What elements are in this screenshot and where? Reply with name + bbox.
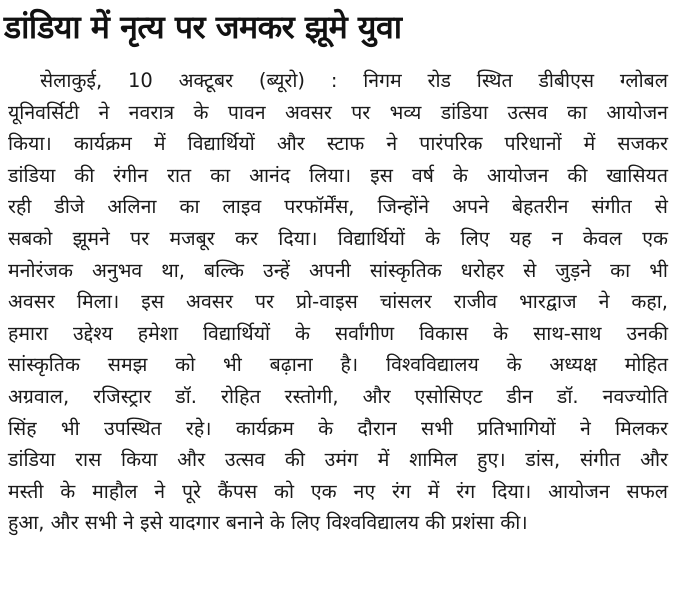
article-line: डांडिया रास किया और उत्सव की उमंग में शामिल हुए। डांस, संगीत और — [8, 448, 668, 472]
article-line: हमारा उद्देश्य हमेशा विद्यार्थियों के सर्वांगीण विकास के साथ-साथ उनकी — [8, 321, 668, 345]
article-line: सिंह भी उपस्थित रहे। कार्यक्रम के दौरान सभी प्रतिभागियों ने मिलकर — [8, 416, 668, 440]
article-body — [8, 65, 668, 539]
article-line: मस्ती के माहौल ने पूरे कैंपस को एक नए रंग में रंग दिया। आयोजन सफल — [8, 479, 668, 503]
article-line: सबको झूमने पर मजबूर कर दिया। विद्यार्थियों के लिए यह न केवल एक — [8, 226, 668, 250]
article-line: हुआ, और सभी ने इसे यादगार बनाने के लिए विश्वविद्यालय की प्रशंसा की। — [8, 511, 528, 535]
article-line: रही डीजे अलिना का लाइव परफॉर्मेंस, जिन्होंने अपने बेहतरीन संगीत से — [8, 195, 668, 219]
article-line: यूनिवर्सिटी ने नवरात्र के पावन अवसर पर भव्य डांडिया उत्सव का आयोजन — [8, 100, 668, 124]
article-line: सेलाकुई, 10 अक्टूबर (ब्यूरो) : निगम रोड स्थित डीबीएस ग्लोबल — [40, 69, 668, 92]
headline: डांडिया में नृत्य पर जमकर झूमे युवा — [4, 8, 402, 46]
article-line: डांडिया की रंगीन रात का आनंद लिया। इस वर्ष के आयोजन की खासियत — [8, 163, 668, 187]
article-line: मनोरंजक अनुभव था, बल्कि उन्हें अपनी सांस्कृतिक धरोहर से जुड़ने का भी — [8, 258, 668, 282]
article-line: सांस्कृतिक समझ को भी बढ़ाना है। विश्वविद्यालय के अध्यक्ष मोहित — [8, 353, 668, 377]
article-line: अग्रवाल, रजिस्ट्रार डॉ. रोहित रस्तोगी, और एसोसिएट डीन डॉ. नवज्योति — [8, 384, 668, 408]
article-line: अवसर मिला। इस अवसर पर प्रो-वाइस चांसलर राजीव भारद्वाज ने कहा, — [8, 290, 668, 314]
article-line: किया। कार्यक्रम में विद्यार्थियों और स्टाफ ने पारंपरिक परिधानों में सजकर — [8, 132, 668, 156]
